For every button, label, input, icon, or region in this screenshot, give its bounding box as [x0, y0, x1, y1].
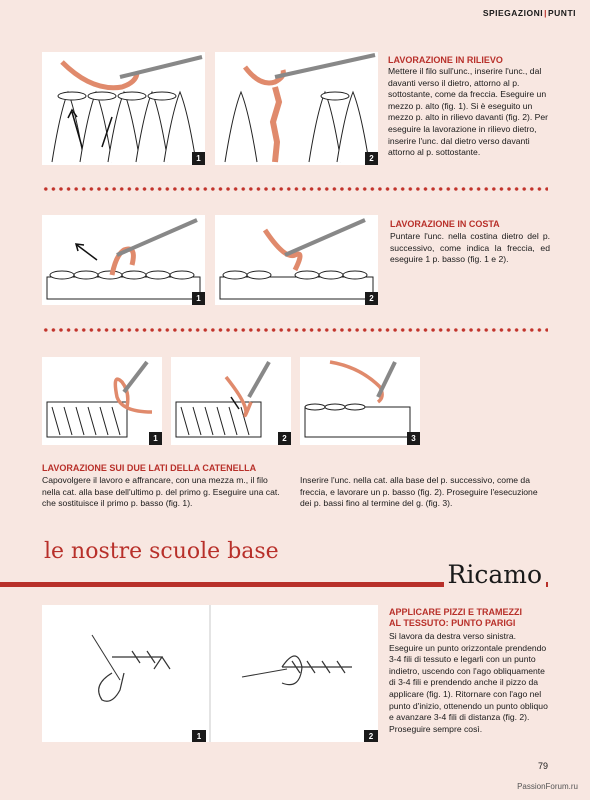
section-rilievo-title: LAVORAZIONE IN RILIEVO [388, 55, 503, 65]
figure-number: 1 [192, 152, 205, 165]
section-catenella-title: LAVORAZIONE SUI DUE LATI DELLA CATENELLA [42, 463, 257, 473]
figure-catenella-2 [171, 357, 291, 445]
figure-number: 2 [365, 292, 378, 305]
ricamo-heading: Ricamo [444, 560, 546, 589]
rilievo-2-illustration [215, 52, 378, 165]
figure-parigi [42, 605, 378, 742]
figure-catenella-1 [42, 357, 162, 445]
figure-rilievo-1 [42, 52, 205, 165]
parigi-illustration [42, 605, 378, 742]
figure-costa-2 [215, 215, 378, 305]
costa-2-illustration [215, 215, 378, 305]
figure-number: 1 [192, 292, 205, 305]
catenella-2-illustration [171, 357, 291, 445]
school-title: le nostre scuole base [44, 539, 279, 564]
page-header [483, 8, 576, 18]
header-section: SPIEGAZIONI [482, 8, 544, 18]
figure-number: 2 [278, 432, 291, 445]
figure-catenella-3 [300, 357, 420, 445]
costa-1-illustration [42, 215, 205, 305]
section-parigi-text: Si lavora da destra verso sinistra. Eseguire un punto orizzontale prendendo 3-4 fili di tessuto e legarli con un punto indietro, uscendo con l'ago obliquamente di 3-4 fili e prendendo anche il pizzo da applicare (fig. 1). Ritornare con l'ago nel punto d'inizio, ottenendo un punto obliquo e avanzare 3-4 fili di distanza (fig. 2). Proseguire sempre così. [389, 631, 548, 734]
catenella-3-illustration [300, 357, 420, 445]
section-rilievo-text: Mettere il filo sull'unc., inserire l'unc., dal davanti verso il dietro, attorno al p. sottostante, come da freccia. Eseguire un mezzo p. alto (fig. 1). Si è eseguito un mezzo p. alto in rilievo davanti (fig. 2). Per eseguire la lavorazione in rilievo dietro, inserire l'unc. dal dietro verso davanti attorno al p. sottostante. [388, 66, 549, 158]
section-catenella-text-left: Capovolgere il lavoro e affrancare, con una mezza m., il filo nella cat. alla base dell'ultimo p. del primo g. Eseguire una cat. che sostituisce il primo p. basso (fig. 1). [42, 475, 280, 509]
header-separator: | [544, 8, 547, 18]
figure-number: 2 [365, 152, 378, 165]
section-parigi-title-1: APPLICARE PIZZI E TRAMEZZI [389, 607, 523, 617]
page-number: 79 [537, 761, 548, 771]
figure-costa-1 [42, 215, 205, 305]
watermark: PassionForum.ru [517, 782, 578, 791]
rilievo-1-illustration [42, 52, 205, 165]
figure-number: 3 [407, 432, 420, 445]
figure-rilievo-2 [215, 52, 378, 165]
figure-number: 1 [196, 732, 202, 741]
section-catenella-text-right: Inserire l'unc. nella cat. alla base del p. successivo, come da freccia, e lavorare un p. basso (fig. 2). Proseguire l'esecuzione dei p. bassi fino al termine del g. (fig. 3). [300, 475, 538, 509]
dotted-divider [42, 187, 548, 191]
section-costa-text: Puntare l'unc. nella costina dietro del p. successivo, come indica la freccia, ed eseguire 1 p. basso (fig. 1 e 2). [390, 231, 550, 265]
figure-number: 2 [368, 732, 374, 741]
dotted-divider [42, 328, 548, 332]
section-parigi-title-2: AL TESSUTO: PUNTO PARIGI [389, 618, 516, 628]
header-subsection: PUNTI [548, 8, 576, 18]
section-costa-title: LAVORAZIONE IN COSTA [390, 219, 500, 229]
figure-number: 1 [149, 432, 162, 445]
catenella-1-illustration [42, 357, 162, 445]
